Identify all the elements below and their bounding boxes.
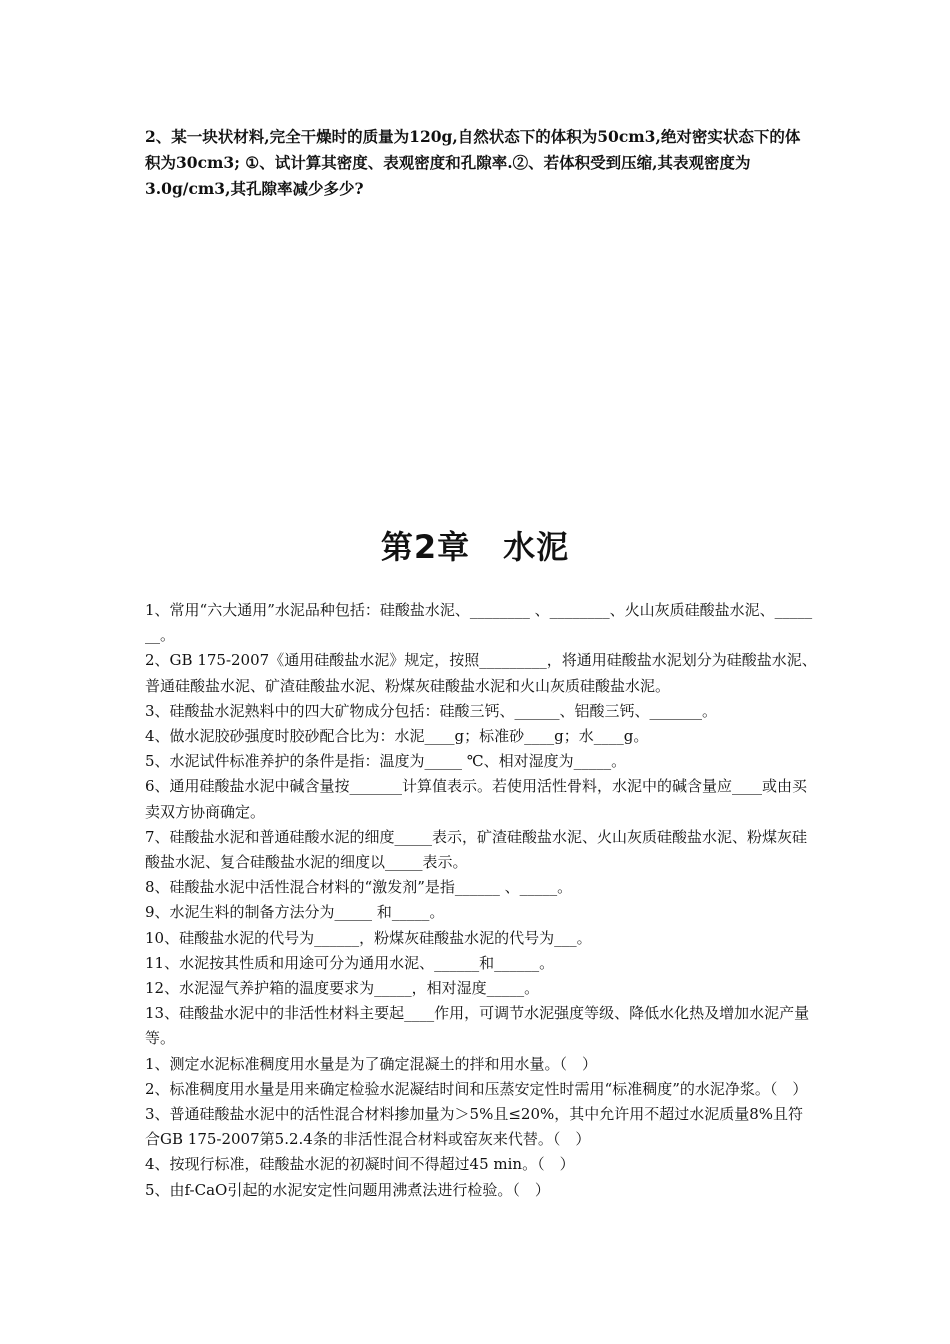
fill-blank-question-4: 4、做水泥胶砂强度时胶砂配合比为：水泥____g；标准砂____g；水____g。 [145, 727, 649, 746]
fill-blank-question-9: 9、水泥生料的制备方法分为_____ 和_____。 [145, 903, 445, 922]
fill-blank-question-3: 3、硅酸盐水泥熟料中的四大矿物成分包括：硅酸三钙、______、铝酸三钙、_______。 [145, 701, 718, 720]
fill-blank-question-11: 11、水泥按其性质和用途可分为通用水泥、______和______。 [145, 953, 555, 972]
question-list [145, 598, 817, 1203]
fill-blank-question-1: 1、常用“六大通用”水泥品种包括：硅酸盐水泥、________ 、________、火山灰质硅酸盐水泥、_______。 [145, 601, 813, 645]
true-false-question-2: 2、标准稠度用水量是用来确定检验水泥凝结时间和压蒸安定性时需用“标准稠度”的水泥净浆。（ ） [145, 1079, 808, 1098]
fill-blank-question-5: 5、水泥试件标准养护的条件是指：温度为_____ ℃、相对湿度为_____。 [145, 752, 627, 771]
fill-blank-question-2: 2、GB 175-2007《通用硅酸盐水泥》规定，按照_________，将通用硅酸盐水泥划分为硅酸盐水泥、普通硅酸盐水泥、矿渣硅酸盐水泥、粉煤灰硅酸盐水泥和火山灰质硅酸盐水泥。 [145, 651, 817, 695]
chapter-title: 第2章 水泥 [380, 528, 570, 566]
true-false-question-3: 3、普通硅酸盐水泥中的活性混合材料掺加量为＞5%且≤20%，其中允许用不超过水泥质量8%且符合GB 175-2007第5.2.4条的非活性混合材料或窑灰来代替。（ ） [145, 1105, 804, 1149]
fill-blank-question-12: 12、水泥湿气养护箱的温度要求为_____，相对湿度_____。 [145, 979, 540, 998]
fill-blank-question-6: 6、通用硅酸盐水泥中碱含量按_______计算值表示。若使用活性骨料，水泥中的碱含量应____或由买卖双方协商确定。 [145, 777, 808, 821]
fill-blank-question-7: 7、硅酸盐水泥和普通硅酸水泥的细度_____表示，矿渣硅酸盐水泥、火山灰质硅酸盐水泥、粉煤灰硅酸盐水泥、复合硅酸盐水泥的细度以_____表示。 [145, 827, 808, 872]
true-false-question-4: 4、按现行标准，硅酸盐水泥的初凝时间不得超过45 min。（ ） [145, 1155, 575, 1174]
true-false-question-1: 1、测定水泥标准稠度用水量是为了确定混凝土的拌和用水量。（ ） [145, 1054, 598, 1073]
true-false-question-5: 5、由f-CaO引起的水泥安定性问题用沸煮法进行检验。（ ） [145, 1180, 550, 1199]
fill-blank-question-8: 8、硅酸盐水泥中活性混合材料的“激发剂”是指______ 、_____。 [145, 878, 573, 897]
fill-blank-question-10: 10、硅酸盐水泥的代号为______，粉煤灰硅酸盐水泥的代号为___。 [145, 928, 592, 947]
calculation-problem: 2、某一块状材料,完全干燥时的质量为120g,自然状态下的体积为50cm3,绝对密实状态下的体积为30cm3; ①、试计算其密度、表观密度和孔隙率.②、若体积受到压缩,其表观密度为3.0g/cm3,其孔隙率减少多少? [145, 127, 801, 198]
fill-blank-question-13: 13、硅酸盐水泥中的非活性材料主要起____作用，可调节水泥强度等级、降低水化热及增加水泥产量等。 [145, 1004, 810, 1048]
